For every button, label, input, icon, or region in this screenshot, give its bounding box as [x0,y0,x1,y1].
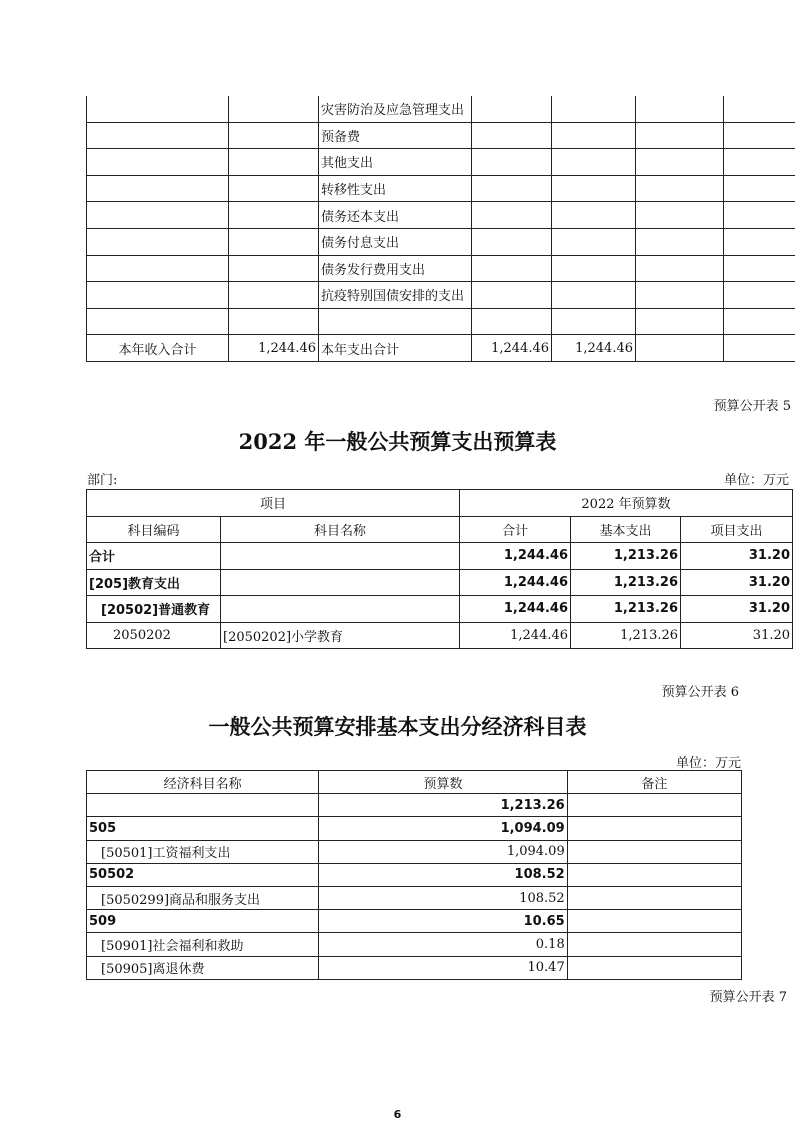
table-row [87,622,793,649]
expense-item: 灾害防治及应急管理支出 [319,96,472,122]
table-row [87,282,795,309]
row-total: 1,244.46 [460,543,571,570]
table-row [87,910,742,933]
table-row [87,175,795,202]
table-row [87,569,793,596]
header-basic: 基本支出 [571,516,681,543]
table-row [87,122,795,149]
row-name [221,569,460,596]
row-name [221,596,460,623]
row-name [221,543,460,570]
row-name: 50502 [87,863,319,886]
table-row [87,794,742,817]
row-note [567,863,741,886]
total-row [87,335,795,362]
row-basic: 1,213.26 [571,596,681,623]
table-row [87,202,795,229]
row-amount: 0.18 [319,933,567,956]
row-code: [20502]普通教育 [87,596,221,623]
header-row [87,771,742,794]
row-note [567,794,741,817]
row-note [567,956,741,979]
expense-item: 预备费 [319,122,472,149]
row-total: 1,244.46 [460,569,571,596]
expense-item [319,308,472,335]
row-name: [2050202]小学教育 [221,622,460,649]
row-code: 2050202 [87,622,221,649]
header-budget-group: 2022 年预算数 [460,490,793,517]
expense-item: 债务还本支出 [319,202,472,229]
row-note [567,817,741,840]
table-title: 一般公共预算安排基本支出分经济科目表 [208,714,587,739]
row-note [567,910,741,933]
header-project-exp: 项目支出 [681,516,793,543]
row-amount: 1,094.09 [319,817,567,840]
table-footnote: 预算公开表 6 [661,685,739,700]
table-row [87,863,742,886]
income-total-value: 1,244.46 [229,335,319,362]
table-row [87,543,793,570]
row-basic: 1,213.26 [571,569,681,596]
income-expense-table [86,96,795,362]
table-row [87,96,795,122]
row-amount: 1,213.26 [319,794,567,817]
basic-expense-economic-table [86,770,742,980]
row-project: 31.20 [681,543,793,570]
table-footnote: 预算公开表 7 [709,990,787,1005]
row-name [87,794,319,817]
expense-item: 债务发行费用支出 [319,255,472,282]
unit-label: 单位：万元 [723,473,789,488]
expense-total-label: 本年支出合计 [319,335,472,362]
expense-basic-value: 1,244.46 [552,335,636,362]
header-row [87,490,793,517]
row-note [567,886,741,909]
dept-label: 部门: [87,473,118,488]
header-row [87,516,793,543]
row-amount: 10.47 [319,956,567,979]
row-code: [205]教育支出 [87,569,221,596]
row-amount: 108.52 [319,863,567,886]
header-amount: 预算数 [319,771,567,794]
row-code: 合计 [87,543,221,570]
table-row [87,956,742,979]
table-row [87,596,793,623]
row-name: [50905]离退休费 [87,956,319,979]
income-total-label: 本年收入合计 [87,335,229,362]
header-name: 科目名称 [221,516,460,543]
expense-item: 债务付息支出 [319,228,472,255]
unit-label: 单位：万元 [675,756,741,771]
row-amount: 108.52 [319,886,567,909]
table-row [87,933,742,956]
row-project: 31.20 [681,569,793,596]
row-project: 31.20 [681,596,793,623]
expense-item: 抗疫特别国债安排的支出 [319,282,472,309]
row-note [567,933,741,956]
expense-total-value: 1,244.46 [472,335,552,362]
general-budget-expense-table [86,489,793,649]
header-name: 经济科目名称 [87,771,319,794]
row-basic: 1,213.26 [571,543,681,570]
row-name: [50901]社会福利和救助 [87,933,319,956]
table-row [87,228,795,255]
table-footnote: 预算公开表 5 [713,399,791,414]
header-total: 合计 [460,516,571,543]
expense-item: 转移性支出 [319,175,472,202]
row-name: [5050299]商品和服务支出 [87,886,319,909]
row-basic: 1,213.26 [571,622,681,649]
page-number: 6 [393,1108,402,1121]
header-code: 科目编码 [87,516,221,543]
table-row [87,886,742,909]
row-amount: 1,094.09 [319,840,567,863]
table-row [87,308,795,335]
row-amount: 10.65 [319,910,567,933]
row-name: 509 [87,910,319,933]
header-note: 备注 [567,771,741,794]
expense-item: 其他支出 [319,149,472,176]
table-row [87,817,742,840]
table-row [87,840,742,863]
header-project: 项目 [87,490,460,517]
row-note [567,840,741,863]
row-total: 1,244.46 [460,596,571,623]
table-title: 2022 年一般公共预算支出预算表 [238,429,557,454]
row-project: 31.20 [681,622,793,649]
table-row [87,255,795,282]
row-name: 505 [87,817,319,840]
row-total: 1,244.46 [460,622,571,649]
table-row [87,149,795,176]
row-name: [50501]工资福利支出 [87,840,319,863]
